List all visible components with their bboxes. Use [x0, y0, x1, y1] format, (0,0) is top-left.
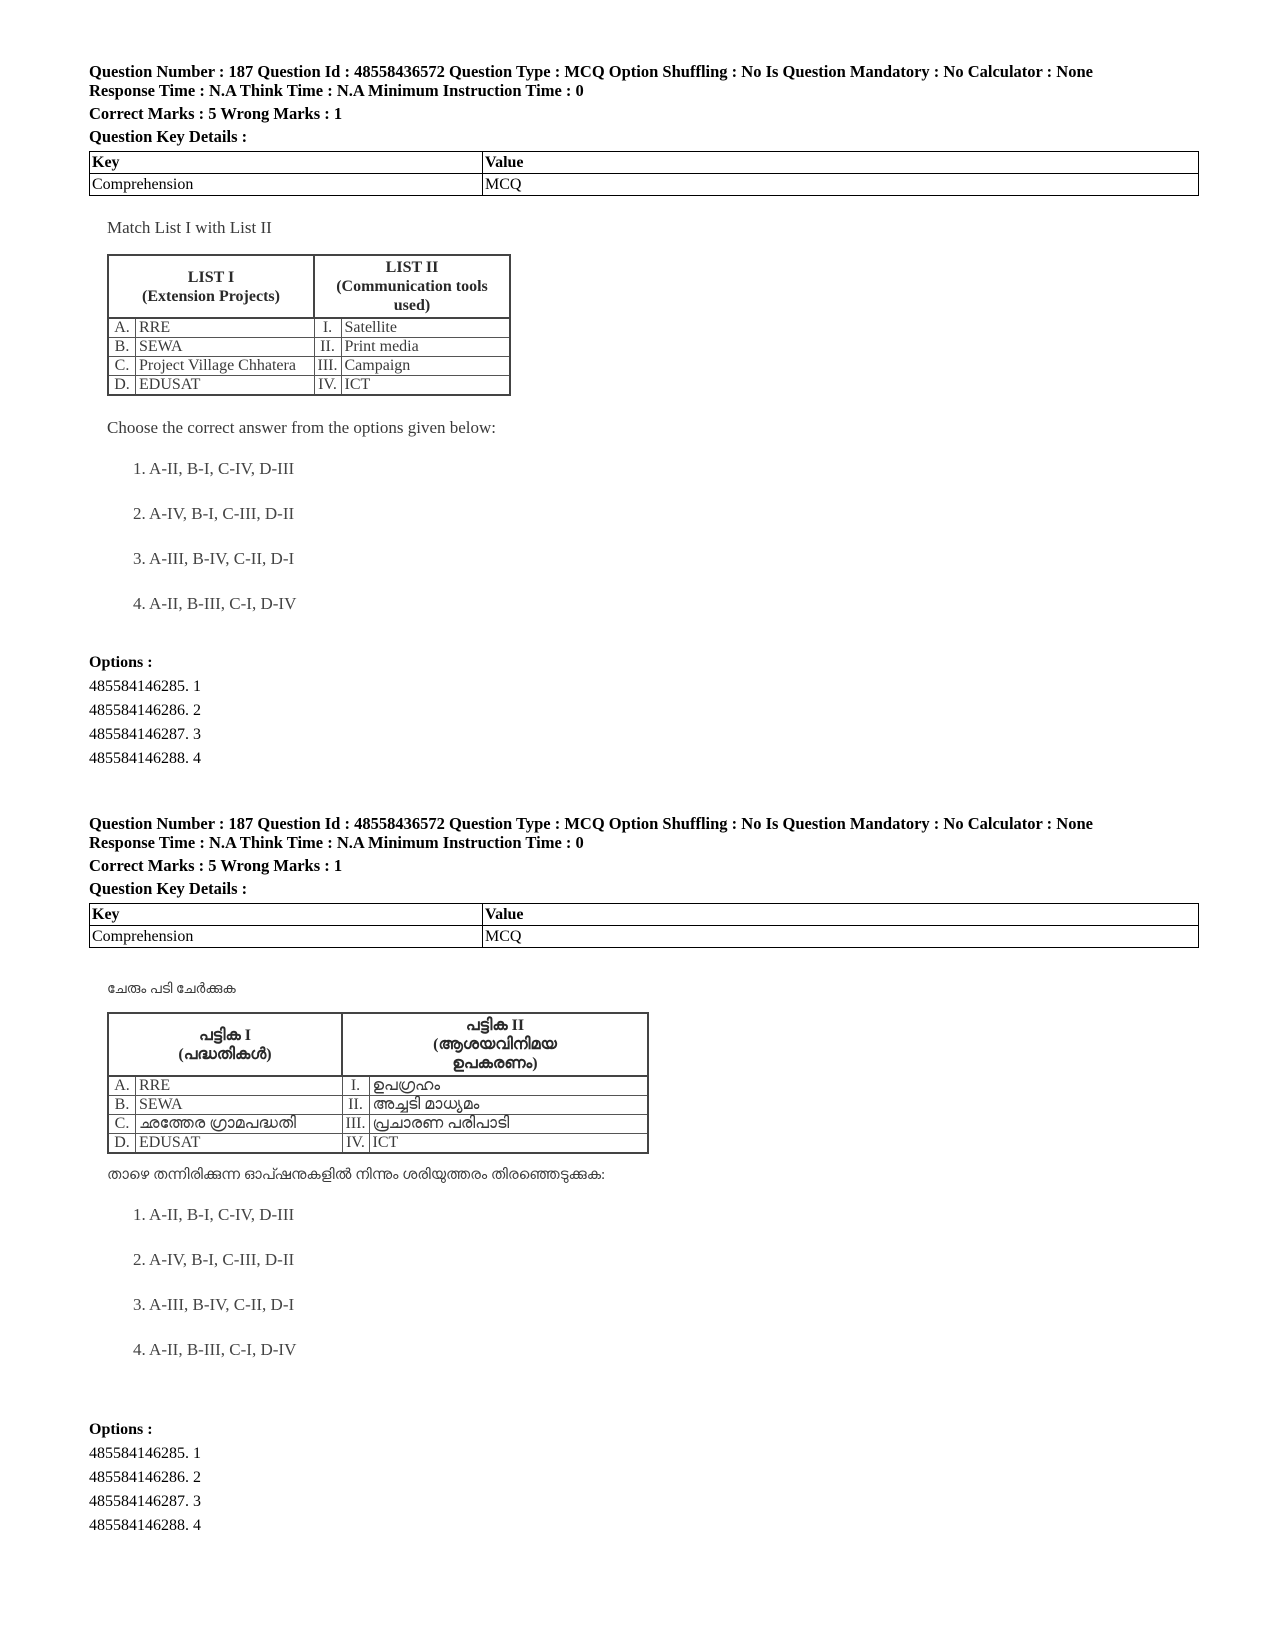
- list1-header: പട്ടിക I (പദ്ധതികൾ): [108, 1013, 342, 1076]
- option-item: 485584146288. 4: [89, 750, 201, 767]
- question-meta-line: Question Number : 187 Question Id : 48558436572 Question Type : MCQ Option Shuffling : No Is Question Mandatory : No Calculator : None: [89, 814, 1093, 833]
- marks-line: Correct Marks : 5 Wrong Marks : 1: [89, 856, 343, 875]
- value-header: Value: [483, 904, 1199, 926]
- match-row: C. Project Village Chhatera III. Campaign: [108, 357, 510, 376]
- answer-choice: 2. A-IV, B-I, C-III, D-II: [133, 1250, 295, 1269]
- list2-header: LIST II (Communication tools used): [314, 255, 510, 318]
- question-header: [89, 814, 1199, 948]
- match-row: D. EDUSAT IV. ICT: [108, 1134, 648, 1154]
- answer-choice: 1. A-II, B-I, C-IV, D-III: [133, 459, 295, 478]
- marks-line: Correct Marks : 5 Wrong Marks : 1: [89, 104, 343, 123]
- key-header: Key: [90, 152, 483, 174]
- option-item: 485584146287. 3: [89, 1493, 201, 1510]
- list2-header: പട്ടിക II (ആശയവിനിമയ ഉപകരണം): [342, 1013, 648, 1076]
- question-image: [107, 982, 649, 1372]
- key-details-table: [89, 903, 1199, 948]
- option-item: 485584146285. 1: [89, 678, 201, 695]
- question-intro: ചേരും പടി ചേർക്കുക: [107, 982, 236, 997]
- option-item: 485584146288. 4: [89, 1517, 201, 1534]
- key-details-label: Question Key Details :: [89, 127, 248, 146]
- option-item: 485584146285. 1: [89, 1445, 201, 1462]
- option-item: 485584146287. 3: [89, 726, 201, 743]
- key-cell: Comprehension: [90, 926, 483, 948]
- question-timing-line: Response Time : N.A Think Time : N.A Minimum Instruction Time : 0: [89, 833, 584, 852]
- options-label: Options :: [89, 654, 153, 671]
- answer-choice: 4. A-II, B-III, C-I, D-IV: [133, 1340, 297, 1359]
- answer-choice: 2. A-IV, B-I, C-III, D-II: [133, 504, 295, 523]
- question-timing-line: Response Time : N.A Think Time : N.A Minimum Instruction Time : 0: [89, 81, 584, 100]
- answer-choice: 3. A-III, B-IV, C-II, D-I: [133, 1295, 295, 1314]
- options-label: Options :: [89, 1421, 153, 1438]
- question-intro: Match List I with List II: [107, 218, 272, 237]
- answer-choice: 1. A-II, B-I, C-IV, D-III: [133, 1205, 295, 1224]
- match-row: C. ഛത്തേര ഗ്രാമപദ്ധതി III. പ്രചാരണ പരിപാടി: [108, 1115, 648, 1134]
- options-list: [89, 651, 201, 771]
- question-header: [89, 62, 1199, 196]
- choose-instruction: താഴെ തന്നിരിക്കുന്ന ഓപ്ഷനുകളിൽ നിന്നും ശരിയുത്തരം തിരഞ്ഞെടുക്കുക:: [107, 1167, 606, 1183]
- value-cell: MCQ: [483, 174, 1199, 196]
- option-item: 485584146286. 2: [89, 702, 201, 719]
- list1-header: LIST I (Extension Projects): [108, 255, 314, 318]
- value-cell: MCQ: [483, 926, 1199, 948]
- match-table: [107, 1012, 649, 1154]
- choose-instruction: Choose the correct answer from the options given below:: [107, 418, 497, 437]
- key-details-table: [89, 151, 1199, 196]
- match-row: B. SEWA II. അച്ചടി മാധ്യമം: [108, 1096, 648, 1115]
- key-header: Key: [90, 904, 483, 926]
- option-item: 485584146286. 2: [89, 1469, 201, 1486]
- options-list: [89, 1418, 201, 1538]
- question-meta-line: Question Number : 187 Question Id : 48558436572 Question Type : MCQ Option Shuffling : No Is Question Mandatory : No Calculator : None: [89, 62, 1093, 81]
- key-details-label: Question Key Details :: [89, 879, 248, 898]
- value-header: Value: [483, 152, 1199, 174]
- match-row: A. RRE I. ഉപഗ്രഹം: [108, 1076, 648, 1096]
- match-row: B. SEWA II. Print media: [108, 338, 510, 357]
- match-table: [107, 254, 511, 396]
- answer-choice: 3. A-III, B-IV, C-II, D-I: [133, 549, 295, 568]
- match-row: A. RRE I. Satellite: [108, 318, 510, 338]
- match-row: D. EDUSAT IV. ICT: [108, 376, 510, 396]
- key-cell: Comprehension: [90, 174, 483, 196]
- answer-choice: 4. A-II, B-III, C-I, D-IV: [133, 594, 297, 613]
- question-image: [107, 218, 511, 626]
